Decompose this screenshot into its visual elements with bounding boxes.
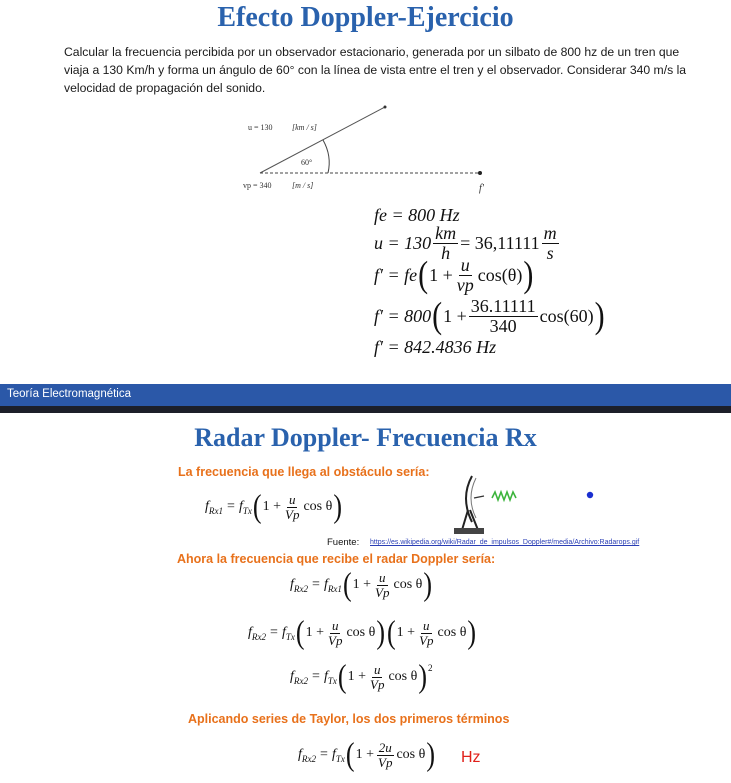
banner-dark-strip: [0, 406, 731, 413]
diagram-angle-label: 60°: [301, 158, 313, 167]
eq-frx2-product: $f_{Rx2}$ = $f_{Tx}$ ( 1 + $\frac{u}{Vp}$ cos θ ) ( 1 + $\frac{u}{Vp}$ cos θ ): [248, 614, 477, 651]
source-label: Fuente:: [327, 537, 360, 548]
eq-u-mid: = 36,11111: [460, 232, 540, 253]
diagram-observer-label: f': [479, 183, 484, 194]
eq-fp2-num: 36.11111: [470, 296, 536, 316]
eq-fp-pre: f′ = fe: [374, 264, 418, 285]
eq-fp2-frac: [469, 297, 538, 336]
angle-arc: [323, 140, 329, 173]
eq-fp-one: 1 +: [429, 264, 453, 285]
slide1-title: Efecto Doppler-Ejercicio: [217, 2, 514, 33]
close-paren: ): [333, 488, 342, 525]
eq-frx2-taylor: $f_{Rx2}$ = $f_{Tx}$ ( 1 + $\frac{2u}{Vp}$ cos θ ): [298, 736, 435, 773]
eq-fp-frac: [455, 256, 476, 295]
eq-frx2-squared: $f_{Rx2}$ = $f_{Tx}$ ( 1 + $\frac{u}{Vp}$ cos θ ) $^2$: [290, 658, 433, 695]
close-paren: ): [523, 254, 534, 296]
eq-fprime-numeric: [374, 297, 606, 336]
eq-cos: cos θ: [303, 499, 333, 515]
radar-dish-illustration: [440, 470, 640, 540]
eq-frac: $\frac{u}{Vp}$: [285, 492, 300, 522]
diagram-u-unit: [km / s]: [292, 123, 317, 132]
eq-fp2-den: 340: [489, 315, 517, 336]
eq-u-num: km: [435, 223, 457, 243]
doppler-diagram: [240, 100, 510, 200]
radar-frequency-text: Ahora la frecuencia que recibe el radar Doppler sería:: [177, 552, 496, 566]
diagram-u-label: u = 130: [248, 123, 273, 132]
eq-sign: =: [227, 499, 235, 515]
source-link[interactable]: https://es.wikipedia.org/wiki/Radar_de_impulsos_Doppler#/media/Archivo:Radarops.gif: [370, 539, 640, 546]
open-paren: (: [432, 295, 443, 337]
eq-fprime-general: [374, 256, 534, 295]
eq-frx1-lhs: $f_{Rx1}$: [205, 498, 224, 516]
observer-point: [478, 171, 482, 175]
eq-fp2-pre: f′ = 800: [374, 305, 432, 326]
eq-frx2-from-frx1: $f_{Rx2}$ = $f_{Rx1}$ ( 1 + $\frac{u}{Vp}$ cos θ ): [290, 566, 433, 603]
train-point: [384, 106, 387, 109]
train-velocity-line: [260, 107, 385, 173]
eq-u-unit-frac: [542, 224, 559, 263]
slide2-title: Radar Doppler- Frecuencia Rx: [194, 423, 537, 452]
eq-fp-num: u: [460, 255, 470, 275]
eq-fp2-one: 1 +: [443, 305, 467, 326]
open-paren: (: [418, 254, 429, 296]
eq-fe-text: fe = 800 Hz: [374, 205, 460, 225]
banner-text: Teoría Electromagnética: [7, 388, 132, 400]
problem-statement: Calcular la frecuencia percibida por un observador estacionario, generada por un silbato de 800 hz de un tren que viaja a 130 Km/h y forma un ángulo de 60° con la línea de vista entre el tren y el observador. Considerar 340 m/s la velocidad de propagación del sonido.: [64, 45, 687, 95]
eq-fp2-cos: cos(60): [539, 305, 594, 326]
wave-icon: [492, 492, 516, 500]
eq-fp-den: vp: [456, 274, 474, 295]
obstacle-frequency-text: La frecuencia que llega al obstáculo sería:: [178, 465, 430, 479]
eq-u-den: h: [441, 242, 451, 263]
eq-ftx: $f_{Tx}$: [238, 498, 252, 516]
eq-result: [374, 337, 496, 358]
dish-base: [454, 528, 484, 534]
close-paren: ): [594, 295, 605, 337]
diagram-vp-unit: [m / s]: [292, 181, 314, 190]
eq-one: 1 +: [262, 499, 281, 515]
eq-frx1: [205, 488, 343, 525]
eq-u-unit-den: s: [546, 242, 554, 263]
hz-unit-label: Hz: [461, 749, 481, 766]
taylor-series-text: Aplicando series de Taylor, los dos primeros términos: [188, 712, 510, 726]
eq-fp-cos: cos(θ): [477, 264, 523, 285]
open-paren: (: [252, 488, 262, 525]
eq-u-unit-num: m: [543, 223, 557, 243]
diagram-vp-label: vp = 340: [243, 181, 272, 190]
square-exponent: 2: [428, 663, 433, 673]
eq-u-pre: u = 130: [374, 232, 432, 253]
eq-result-text: f′ = 842.4836 Hz: [374, 337, 497, 357]
target-dot-icon: [587, 492, 593, 498]
